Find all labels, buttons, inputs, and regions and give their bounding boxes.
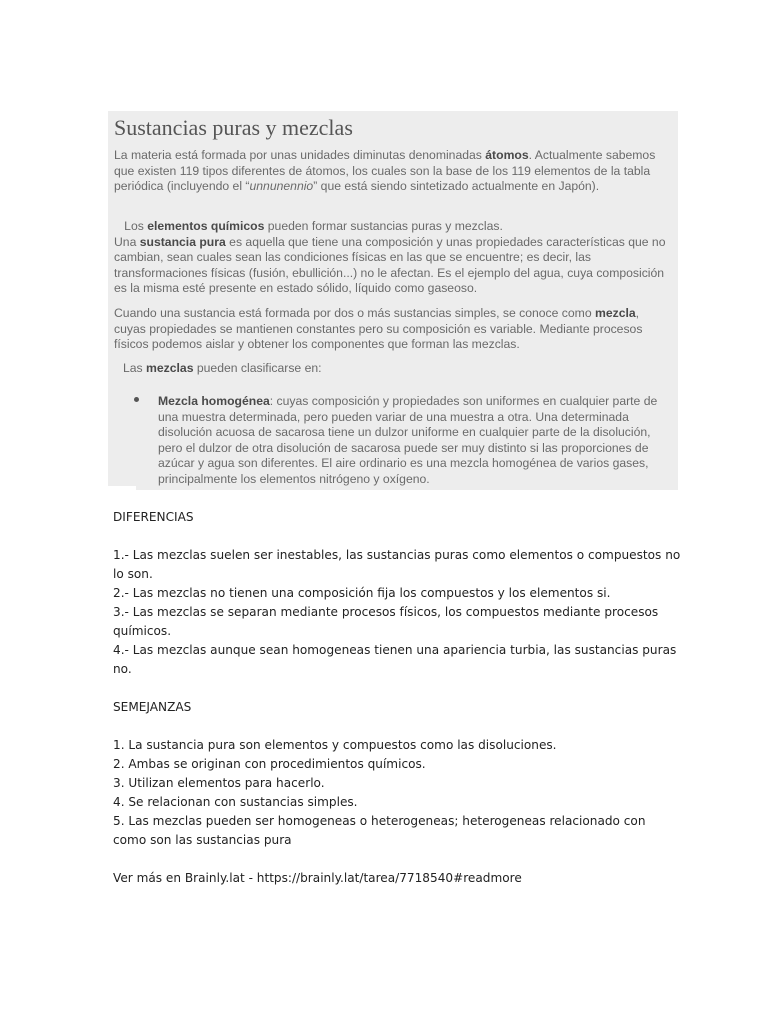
diferencia-3-line-1: 3.- Las mezclas se separan mediante procesos físicos, los compuestos mediante procesos (113, 605, 659, 619)
diferencia-2: 2.- Las mezclas no tienen una composición fija los compuestos y los elementos si. (113, 586, 611, 600)
excerpt-title: Sustancias puras y mezclas (114, 115, 353, 140)
bullet-icon (134, 397, 139, 402)
diferencia-1-line-1: 1.- Las mezclas suelen ser inestables, las sustancias puras como elementos o compuestos no (113, 548, 681, 562)
bullet-list (136, 391, 678, 490)
semejanza-1: 1. La sustancia pura son elementos y compuestos como las disoluciones. (113, 738, 557, 752)
diferencia-4-line-2: no. (113, 662, 132, 676)
semejanza-2: 2. Ambas se originan con procedimientos químicos. (113, 757, 426, 771)
semejanza-5-line-1: 5. Las mezclas pueden ser homogeneas o heterogeneas; heterogeneas relacionado con (113, 814, 646, 828)
bullet-mezcla-homogenea: Mezcla homogénea: cuyas composición y propiedades son uniformes en cualquier parte de una muestra determinada, pero pueden variar de una muestra a otra. Una determinada disolución acuosa de sacarosa tiene un dulzor uniforme en cualquier parte de la disolución, pero el dulzor de otra disolución de sacarosa puede ser muy distinto si las proporciones de azúcar y agua son diferentes. El aire ordinario es una mezcla homogénea de varios gases, principalmente los elementos nitrógeno y oxígeno. (158, 394, 658, 486)
source-attribution: Ver más en Brainly.lat - https://brainly.lat/tarea/7718540#readmore (113, 871, 522, 885)
diferencia-4-line-1: 4.- Las mezclas aunque sean homogeneas tienen una apariencia turbia, las sustancias puras (113, 643, 677, 657)
paragraph-sustancia-pura: Los elementos químicos pueden formar sustancias puras y mezclas. Una sustancia pura es aquella que tiene una composición y unas propiedades características que no cambian, sean cuales sean las condiciones físicas en las que se encuentre; es decir, las transformaciones físicas (fusión, ebullición...) no le afectan. Es el ejemplo del agua, cuya composición es la misma esté presente en estado sólido, líquido como gaseoso. (114, 219, 666, 295)
diferencia-1-line-2: lo son. (113, 567, 153, 581)
semejanza-4: 4. Se relacionan con sustancias simples. (113, 795, 358, 809)
paragraph-mezcla: Cuando una sustancia está formada por dos o más sustancias simples, se conoce como mezcla, cuyas propiedades se mantienen constantes pero su composición es variable. Mediante procesos físicos podemos aislar y obtener los componentes que forman las mezclas. (114, 306, 643, 351)
diferencia-3-line-2: químicos. (113, 624, 172, 638)
pasted-excerpt (108, 111, 678, 490)
excerpt-corner-gap (108, 486, 136, 490)
semejanzas-heading: SEMEJANZAS (113, 700, 192, 714)
semejanza-3: 3. Utilizan elementos para hacerlo. (113, 776, 325, 790)
diferencias-heading: DIFERENCIAS (113, 510, 194, 524)
paragraph-clasificacion: Las mezclas pueden clasificarse en: (123, 361, 322, 375)
semejanza-5-line-2: como son las sustancias pura (113, 833, 292, 847)
paragraph-atomos: La materia está formada por unas unidades diminutas denominadas átomos. Actualmente sabemos que existen 119 tipos diferentes de átomos, los cuales son la base de los 119 elementos de la tabla periódica (incluyendo el “unnunennio” que está siendo sintetizado actualmente en Japón). (114, 148, 656, 193)
